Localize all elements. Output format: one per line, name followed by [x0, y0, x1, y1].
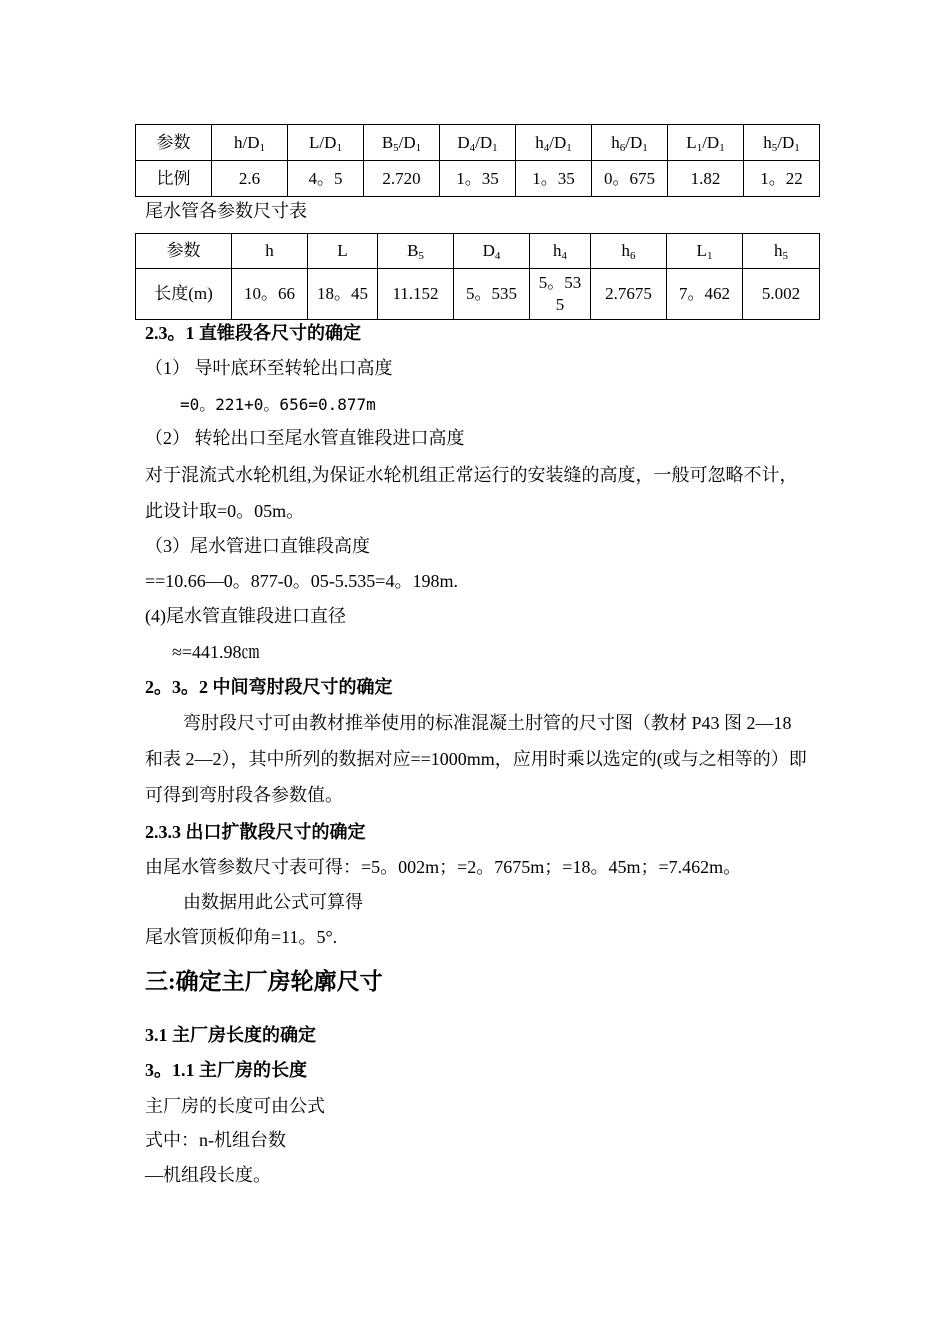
section-heading: 2。3。2 中间弯肘段尺寸的确定: [145, 677, 393, 697]
table-cell: 2.6: [212, 161, 288, 197]
table-cell: 2.720: [364, 161, 440, 197]
section-heading: 3.1 主厂房长度的确定: [145, 1025, 316, 1045]
paragraph: 主厂房的长度可由公式: [145, 1096, 325, 1116]
table-header-row: [136, 125, 820, 161]
table-cell: 4。5: [288, 161, 364, 197]
table-cell: 1。35: [440, 161, 516, 197]
table-header-cell: $L/D_1$: [288, 125, 364, 161]
table-row: [136, 269, 820, 320]
table-cell: 1。35: [516, 161, 592, 197]
paragraph: 对于混流式水轮机组,为保证水轮机组正常运行的安装缝的高度，一般可忽略不计，此设计取=0。05m。: [145, 465, 798, 521]
table-header-cell: $h_6$: [591, 234, 667, 269]
draft-tube-dimension-table: [135, 233, 820, 320]
section-heading: 2.3。1 直锥段各尺寸的确定: [145, 323, 361, 343]
table-header-cell: h: [232, 234, 308, 269]
table-header-cell: $D_4/D_1$: [440, 125, 516, 161]
table-cell: 18。45: [308, 269, 378, 320]
table-header-cell: L: [308, 234, 378, 269]
table-header-cell: $L_1$: [667, 234, 743, 269]
table-header-cell: $h/D_1$: [212, 125, 288, 161]
paragraph: —机组段长度。: [145, 1165, 271, 1185]
table-header-cell: $h_5$: [743, 234, 820, 269]
table-header-cell: $h_6/D_1$: [592, 125, 668, 161]
draft-tube-ratio-table: [135, 124, 820, 197]
table-cell: 长度(m): [136, 269, 232, 320]
table-cell: 1。22: [744, 161, 820, 197]
table-header-cell: $h_4/D_1$: [516, 125, 592, 161]
paragraph: 由数据用此公式可算得: [183, 892, 363, 912]
paragraph: （3）尾水管进口直锥段高度: [145, 536, 370, 556]
table-cell: 7。462: [667, 269, 743, 320]
paragraph: (4)尾水管直锥段进口直径: [145, 606, 346, 626]
table-cell: 1.82: [668, 161, 744, 197]
table-cell: 2.7675: [591, 269, 667, 320]
formula-text: ≈=441.98㎝: [172, 642, 260, 662]
table-header-cell: $L_1/D_1$: [668, 125, 744, 161]
table-cell: 比例: [136, 161, 212, 197]
section-heading: 2.3.3 出口扩散段尺寸的确定: [145, 822, 366, 842]
table-header-row: [136, 234, 820, 269]
table-header-cell: $D_4$: [454, 234, 530, 269]
table-cell: 11.152: [378, 269, 454, 320]
table-header-cell: $B_5$: [378, 234, 454, 269]
table-cell: 0。675: [592, 161, 668, 197]
paragraph: 弯肘段尺寸可由教材推举使用的标准混凝土肘管的尺寸图（教材 P43 图 2—18 和表 2—2），其中所列的数据对应==1000mm，应用时乘以选定的(或与之相等的）即可得到弯肘段各参数值。: [145, 713, 807, 805]
table-cell: 10。66: [232, 269, 308, 320]
table-header-cell: $B_5/D_1$: [364, 125, 440, 161]
table-cell: 5。535: [530, 269, 591, 320]
formula-text: ==10.66—0。877-0。05-5.535=4。198m.: [145, 571, 458, 591]
table-cell: 5.002: [743, 269, 820, 320]
paragraph: 式中：n-机组台数: [145, 1130, 286, 1150]
table-row: [136, 161, 820, 197]
paragraph: （1） 导叶底环至转轮出口高度: [145, 358, 393, 378]
chapter-heading: 三:确定主厂房轮廓尺寸: [145, 969, 383, 994]
table-cell: 5。535: [454, 269, 530, 320]
table-header-cell: $h_4$: [530, 234, 591, 269]
paragraph: （2） 转轮出口至尾水管直锥段进口高度: [145, 428, 465, 448]
paragraph: 由尾水管参数尺寸表可得：=5。002m；=2。7675m；=18。45m；=7.462m。: [145, 857, 742, 877]
formula-text: =0。221+0。656=0.877m: [180, 395, 376, 414]
table-caption: 尾水管各参数尺寸表: [145, 201, 307, 221]
paragraph: 尾水管顶板仰角=11。5°.: [145, 927, 338, 947]
table-header-cell: $h_5/D_1$: [744, 125, 820, 161]
section-heading: 3。1.1 主厂房的长度: [145, 1060, 307, 1080]
table-header-cell: 参数: [136, 125, 212, 161]
table-header-cell: 参数: [136, 234, 232, 269]
